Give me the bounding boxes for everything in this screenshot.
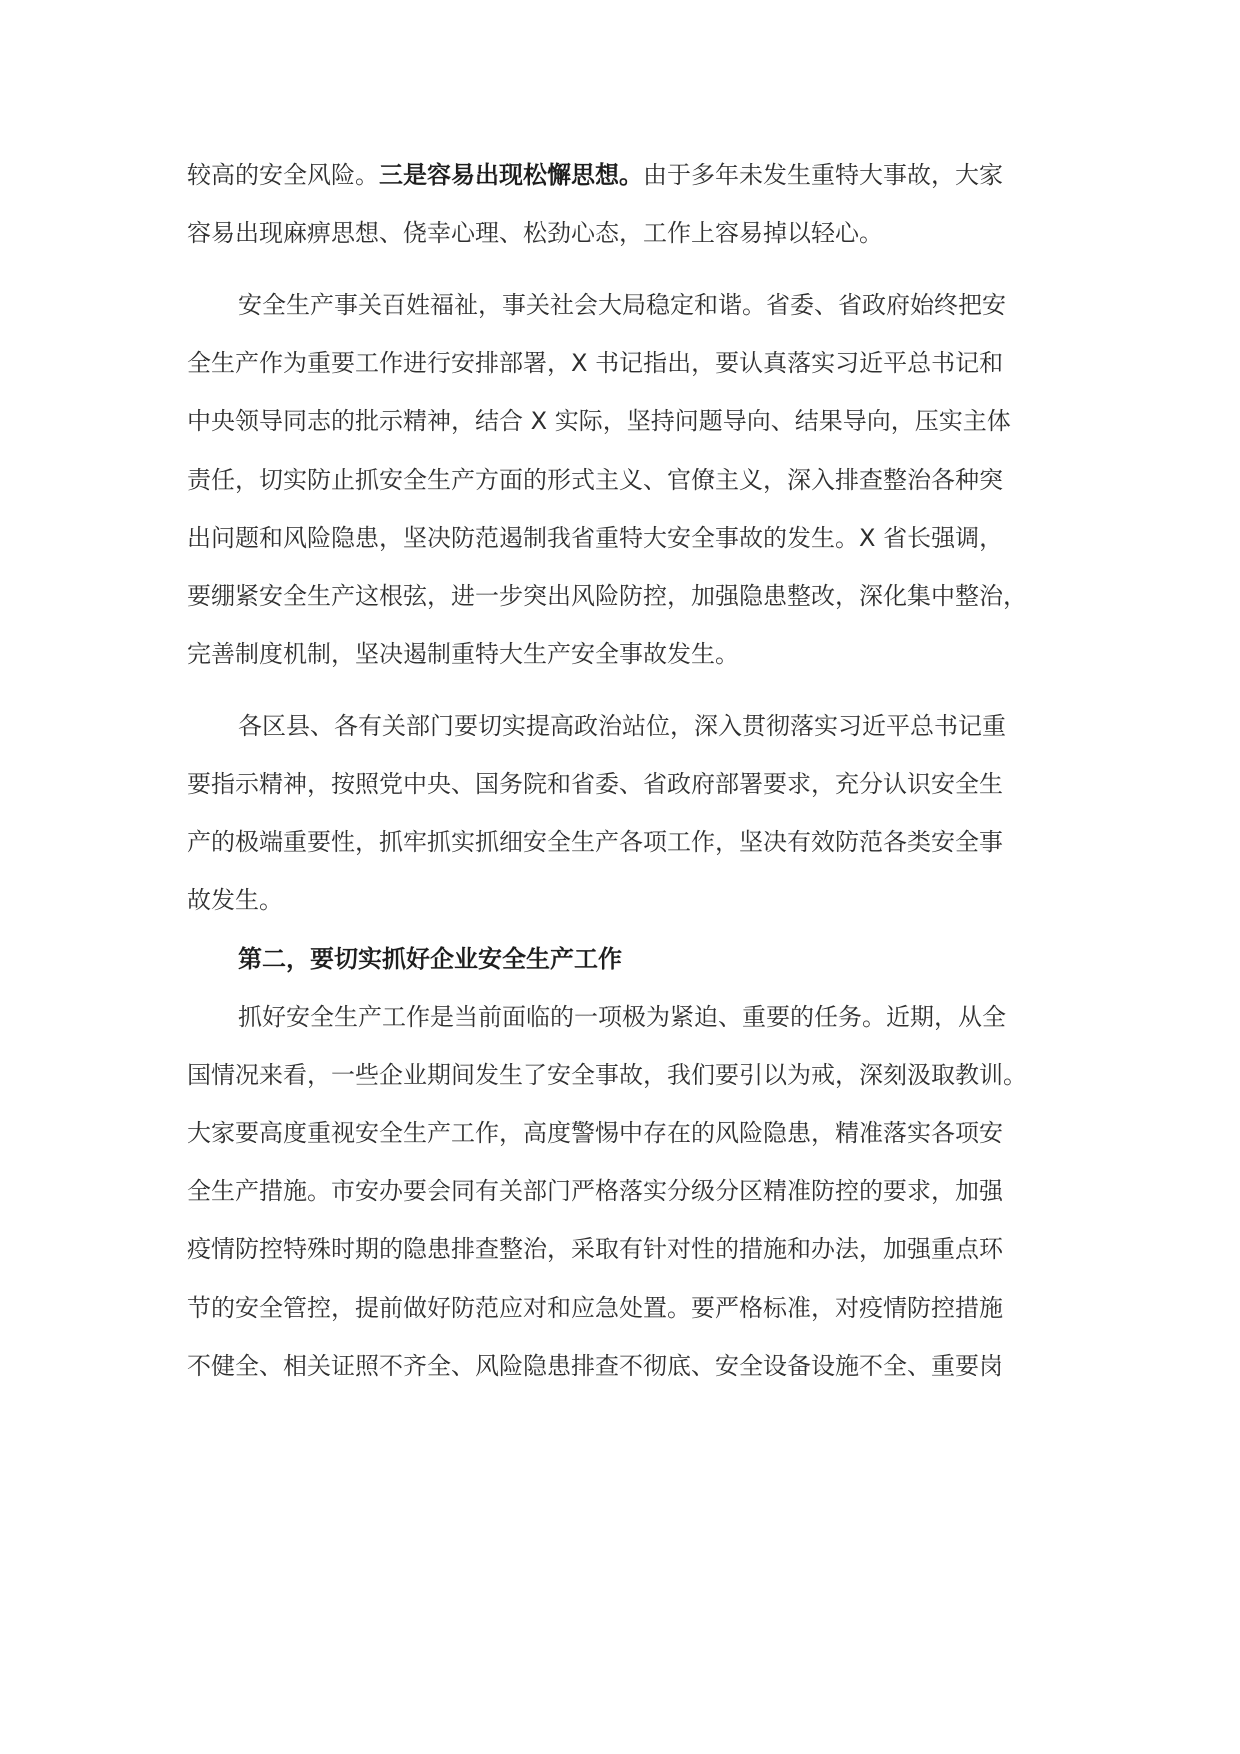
paragraph-4-line-5: 疫情防控特殊时期的隐患排查整治，采取有针对性的措施和办法，加强重点环 [187,1235,1003,1263]
paragraph-4-line-2: 国情况来看，一些企业期间发生了安全事故，我们要引以为戒，深刻汲取教训。 [187,1061,1027,1089]
text-run: 由于多年未发生重特大事故，大家 [643,161,1003,189]
paragraph-4-line-7: 不健全、相关证照不齐全、风险隐患排查不彻底、安全设备设施不全、重要岗 [187,1352,1003,1380]
paragraph-3-line-4: 故发生。 [187,886,283,914]
paragraph-1-line-1 [187,155,1062,195]
bold-phrase: 三是容易出现松懈思想。 [379,161,643,189]
paragraph-2-line-5: 出问题和风险隐患，坚决防范遏制我省重特大安全事故的发生。X 省长强调， [187,524,1004,552]
paragraph-2-line-1: 安全生产事关百姓福祉，事关社会大局稳定和谐。省委、省政府始终把安 [238,291,1006,319]
paragraph-2-line-4: 责任，切实防止抓安全生产方面的形式主义、官僚主义，深入排查整治各种突 [187,466,1003,494]
paragraph-1-line-2: 容易出现麻痹思想、侥幸心理、松劲心态，工作上容易掉以轻心。 [187,219,883,247]
section-heading: 第二，要切实抓好企业安全生产工作 [238,945,622,973]
paragraph-4-line-1: 抓好安全生产工作是当前面临的一项极为紧迫、重要的任务。近期，从全 [238,1003,1006,1031]
paragraph-2-line-7: 完善制度机制，坚决遏制重特大生产安全事故发生。 [187,640,739,668]
paragraph-3-line-2: 要指示精神，按照党中央、国务院和省委、省政府部署要求，充分认识安全生 [187,770,1003,798]
paragraph-3-line-3: 产的极端重要性，抓牢抓实抓细安全生产各项工作，坚决有效防范各类安全事 [187,828,1003,856]
paragraph-4-line-3: 大家要高度重视安全生产工作，高度警惕中存在的风险隐患，精准落实各项安 [187,1119,1003,1147]
paragraph-2-line-6: 要绷紧安全生产这根弦，进一步突出风险防控，加强隐患整改，深化集中整治， [187,582,1027,610]
paragraph-4-line-6: 节的安全管控，提前做好防范应对和应急处置。要严格标准，对疫情防控措施 [187,1294,1003,1322]
paragraph-3-line-1: 各区县、各有关部门要切实提高政治站位，深入贯彻落实习近平总书记重 [238,712,1006,740]
paragraph-4-line-4: 全生产措施。市安办要会同有关部门严格落实分级分区精准防控的要求，加强 [187,1177,1003,1205]
paragraph-2-line-2: 全生产作为重要工作进行安排部署，X 书记指出，要认真落实习近平总书记和 [187,349,1004,377]
text-run: 较高的安全风险。 [187,161,379,189]
paragraph-2-line-3: 中央领导同志的批示精神，结合 X 实际，坚持问题导向、结果导向，压实主体 [187,407,1011,435]
